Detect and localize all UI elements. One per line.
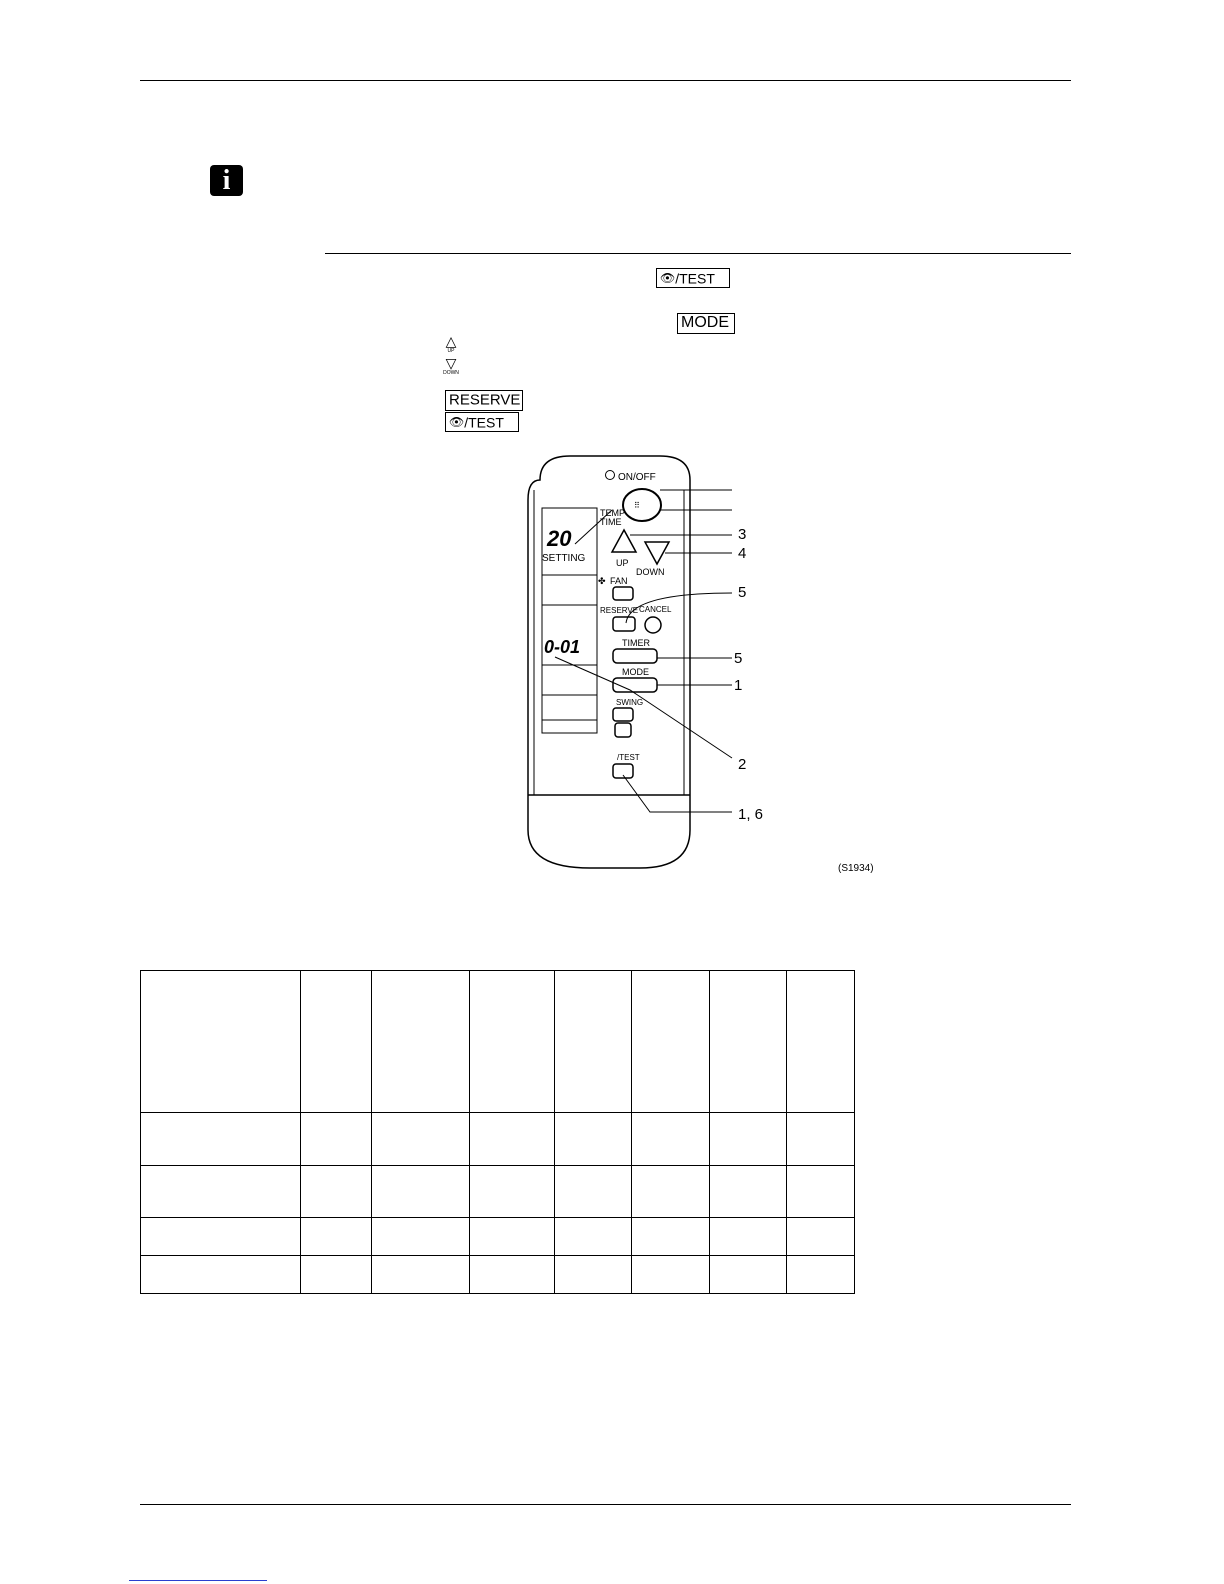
table-cell: [632, 1166, 710, 1218]
setting-label: SETTING: [542, 553, 586, 564]
table-cell: [555, 971, 632, 1113]
up-arrow-text: UP: [447, 348, 455, 354]
remote-control-figure: [500, 450, 900, 890]
timer-label: TIMER: [622, 638, 650, 648]
table-row: [141, 1113, 855, 1166]
test-button[interactable]: [613, 764, 633, 778]
table-cell: [632, 1113, 710, 1166]
reserve-key-label: [445, 390, 523, 411]
header-rule: [140, 80, 1071, 81]
down-arrow-label: [443, 357, 459, 376]
table-cell: [470, 1256, 555, 1294]
eye-icon: 👁: [660, 271, 676, 285]
table-cell: [787, 971, 855, 1113]
table-cell: [632, 1218, 710, 1256]
table-cell: [141, 1113, 301, 1166]
fan-button[interactable]: [613, 587, 633, 600]
test-label: /TEST: [617, 753, 640, 762]
info-icon: i: [210, 165, 243, 196]
table-cell: [301, 1256, 372, 1294]
table-cell: [141, 971, 301, 1113]
on-off-label: ON/OFF: [618, 472, 656, 483]
table-cell: [372, 1218, 470, 1256]
table-row: [141, 1218, 855, 1256]
table-cell: [301, 971, 372, 1113]
table-cell: [555, 1218, 632, 1256]
table-cell: [710, 1218, 787, 1256]
on-off-button[interactable]: [623, 489, 661, 521]
cancel-label: CANCEL: [639, 605, 672, 614]
callout-4: 4: [738, 545, 747, 562]
svg-text:✤: ✤: [598, 576, 606, 586]
mode-key-text: MODE: [681, 314, 729, 331]
svg-text:⠿: ⠿: [634, 501, 640, 510]
table-cell: [787, 1256, 855, 1294]
table-cell: [710, 1113, 787, 1166]
temp-label: TEMP: [600, 508, 626, 518]
down-label: DOWN: [636, 567, 665, 577]
table-cell: [787, 1166, 855, 1218]
section-rule: [325, 253, 1071, 254]
swing-label: SWING: [616, 698, 644, 707]
table-cell: [555, 1113, 632, 1166]
callout-3: 3: [738, 526, 747, 543]
test-key-text-2: /TEST: [464, 414, 504, 431]
table-cell: [141, 1256, 301, 1294]
table-row: [141, 1256, 855, 1294]
table-cell: [301, 1166, 372, 1218]
callout-1-6: 1, 6: [738, 806, 764, 823]
up-label: UP: [616, 558, 629, 568]
table-cell: [372, 1166, 470, 1218]
table-cell: [301, 1113, 372, 1166]
table-cell: [372, 1256, 470, 1294]
table-cell: [141, 1166, 301, 1218]
table-cell: [470, 1113, 555, 1166]
table-cell: [710, 971, 787, 1113]
table-cell: [710, 1166, 787, 1218]
callout-5b: 5: [734, 650, 743, 667]
up-arrow-icon: △: [445, 333, 457, 349]
table-cell: [141, 1218, 301, 1256]
mode-label: MODE: [622, 667, 649, 677]
table-cell: [555, 1166, 632, 1218]
table-row: [141, 971, 855, 1113]
test-key-label-1: [656, 268, 730, 288]
display-temp: 20: [547, 526, 572, 551]
table-cell: [372, 1113, 470, 1166]
data-table: [140, 970, 855, 1294]
reserve-key-text: RESERVE: [449, 391, 521, 409]
table-cell: [301, 1218, 372, 1256]
test-key-text-1: /TEST: [675, 270, 715, 287]
display-code: 0-01: [544, 637, 581, 657]
table-cell: [710, 1256, 787, 1294]
timer-button[interactable]: [613, 649, 657, 663]
table-cell: [372, 971, 470, 1113]
footer-rule: [140, 1504, 1071, 1505]
fan-label: FAN: [610, 576, 628, 586]
eye-icon: 👁: [449, 415, 465, 429]
table-cell: [555, 1256, 632, 1294]
cancel-button[interactable]: [645, 617, 661, 633]
table-cell: [470, 1218, 555, 1256]
down-arrow-text: DOWN: [443, 370, 459, 376]
down-arrow-icon: ▽: [445, 355, 457, 371]
table-cell: [632, 971, 710, 1113]
mode-key-label: [677, 313, 735, 334]
callout-2: 2: [738, 756, 747, 773]
reserve-button[interactable]: [613, 617, 635, 631]
table-cell: [470, 1166, 555, 1218]
table-cell: [632, 1256, 710, 1294]
up-arrow-label: [443, 335, 459, 354]
footer-link-underline[interactable]: [129, 1580, 267, 1581]
table-cell: [787, 1218, 855, 1256]
time-label: TIME: [600, 517, 622, 527]
figure-code: (S1934): [838, 863, 874, 874]
callout-5: 5: [738, 584, 747, 601]
callout-1: 1: [734, 677, 743, 694]
reserve-label: RESERVE: [600, 606, 639, 615]
table-cell: [787, 1113, 855, 1166]
table-row: [141, 1166, 855, 1218]
swing-button[interactable]: [613, 708, 633, 721]
test-key-label-2: [445, 412, 519, 432]
table-cell: [470, 971, 555, 1113]
